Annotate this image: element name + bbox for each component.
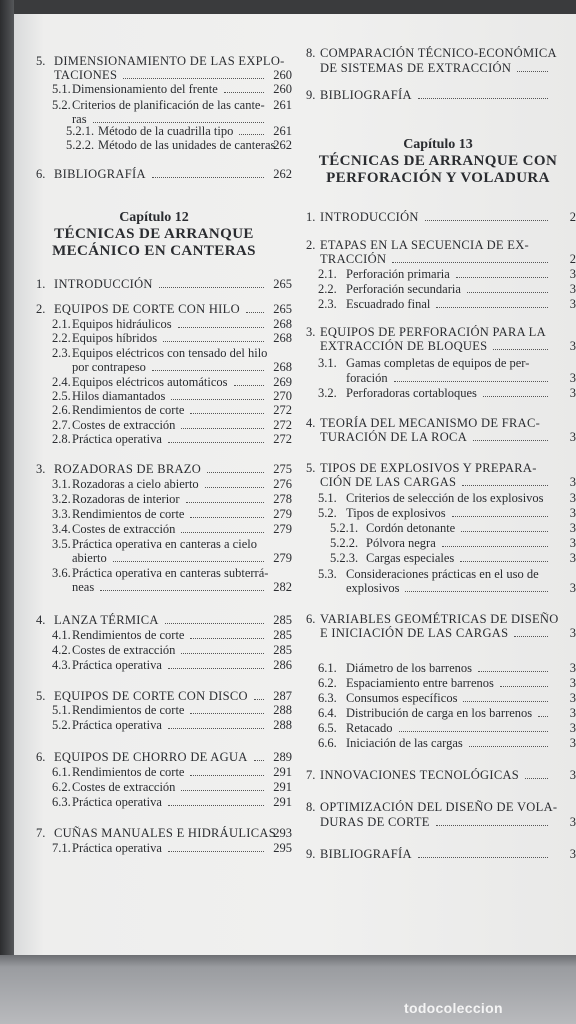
toc-entry-title: ras <box>72 112 87 126</box>
toc-entry-number: 6.4. <box>318 706 337 720</box>
toc-entry-title: foración <box>346 371 388 385</box>
toc-entry-page: 3 <box>569 661 576 675</box>
toc-entry-page: 3 <box>569 706 576 720</box>
toc-entry-title: Rendimientos de corte <box>72 765 185 779</box>
toc-entry-number: 4.3. <box>52 658 71 672</box>
toc-entry-title: Costes de extracción <box>72 780 176 794</box>
toc-leader-dots <box>456 267 548 278</box>
toc-entry-page: 291 <box>273 780 292 794</box>
toc-leader-dots <box>168 432 264 443</box>
toc-entry-page: 275 <box>273 462 292 476</box>
toc-leader-dots <box>462 475 548 486</box>
chapter-12-heading <box>14 210 294 260</box>
toc-leader-dots <box>493 339 548 350</box>
toc-entry-page: 3 <box>569 371 576 385</box>
toc-entry-page: 3 <box>569 626 576 640</box>
toc-entry-title: Práctica operativa <box>72 841 162 855</box>
toc-entry-title: Costes de extracción <box>72 522 176 536</box>
toc-entry-page: 265 <box>273 277 292 291</box>
toc-entry-number: 9. <box>306 847 316 861</box>
toc-entry-page: 288 <box>273 718 292 732</box>
toc-leader-dots <box>254 750 264 761</box>
toc-leader-dots <box>463 691 548 702</box>
toc-entry-title: E INICIACIÓN DE LAS CARGAS <box>320 626 509 640</box>
toc-leader-dots <box>246 302 264 313</box>
toc-entry-title: DE SISTEMAS DE EXTRACCIÓN <box>320 61 512 75</box>
toc-entry-page: 261 <box>273 124 292 138</box>
toc-entry-page: 286 <box>273 658 292 672</box>
toc-entry-title: Gamas completas de equipos de per- <box>346 356 530 370</box>
toc-entry-title: Consumos específicos <box>346 691 458 705</box>
toc-entry-page: 260 <box>273 68 292 82</box>
toc-entry-page: 291 <box>273 795 292 809</box>
toc-entry-page: 276 <box>273 477 292 491</box>
toc-entry-title: Rendimientos de corte <box>72 403 185 417</box>
toc-entry-number: 2.3. <box>318 297 337 311</box>
toc-leader-dots <box>525 768 548 779</box>
toc-entry-page: 285 <box>273 628 292 642</box>
chapter-13-title-line2: PERFORACIÓN Y VOLADURA <box>326 170 550 186</box>
toc-entry-title: Dimensionamiento del frente <box>72 82 218 96</box>
toc-entry-number: 2.4. <box>52 375 71 389</box>
toc-entry-title: Práctica operativa <box>72 718 162 732</box>
toc-entry-number: 2.1. <box>318 267 337 281</box>
toc-leader-dots <box>425 210 548 221</box>
toc-entry-page: 3 <box>569 297 576 311</box>
toc-entry-number: 5.2. <box>52 718 71 732</box>
toc-entry-page: 3 <box>569 475 576 489</box>
chapter-13-title-line1: TÉCNICAS DE ARRANQUE CON <box>318 153 558 169</box>
toc-entry-title: Criterios de planificación de las cante- <box>72 98 265 112</box>
toc-entry-page: 262 <box>273 138 292 152</box>
toc-entry-number: 2. <box>36 302 46 316</box>
toc-entry-page: 279 <box>273 522 292 536</box>
chapter-12-title-line1: TÉCNICAS DE ARRANQUE <box>54 226 254 242</box>
toc-entry-page: 291 <box>273 765 292 779</box>
toc-entry-number: 9. <box>306 88 316 102</box>
toc-entry-title: Escuadrado final <box>346 297 431 311</box>
toc-entry-title: Práctica operativa <box>72 795 162 809</box>
toc-entry-number: 2.6. <box>52 403 71 417</box>
toc-entry-page: 282 <box>273 580 292 594</box>
toc-leader-dots <box>478 661 548 672</box>
toc-entry-page: 3 <box>569 847 576 861</box>
toc-entry-title: INNOVACIONES TECNOLÓGICAS <box>320 768 520 782</box>
toc-entry-page: 2 <box>569 252 576 266</box>
toc-leader-dots <box>165 613 264 624</box>
toc-entry-title: INTRODUCCIÓN <box>320 210 419 224</box>
toc-entry-number: 5. <box>36 689 46 703</box>
toc-entry-number: 5.2. <box>52 98 71 112</box>
toc-entry-number: 2.2. <box>318 282 337 296</box>
toc-leader-dots <box>517 61 548 72</box>
toc-entry-number: 5.1. <box>52 703 71 717</box>
toc-entry-number: 3.2. <box>52 492 71 506</box>
toc-leader-dots <box>163 331 264 342</box>
toc-entry-page: 288 <box>273 703 292 717</box>
toc-entry-number: 4.1. <box>52 628 71 642</box>
toc-entry-page: 3 <box>569 267 576 281</box>
chapter-12-label: Capítulo 12 <box>119 210 189 225</box>
toc-entry-number: 2.3. <box>52 346 71 360</box>
toc-leader-dots <box>405 581 548 592</box>
toc-entry-page: 3 <box>569 676 576 690</box>
toc-entry-page: 268 <box>273 360 292 374</box>
toc-leader-dots <box>190 507 264 518</box>
toc-entry-page: 3 <box>569 506 576 520</box>
toc-leader-dots <box>181 780 264 791</box>
toc-leader-dots <box>168 658 264 669</box>
toc-entry-title: EXTRACCIÓN DE BLOQUES <box>320 339 488 353</box>
chapter-12-title-line2: MECÁNICO EN CANTERAS <box>52 243 256 259</box>
toc-entry-page: 279 <box>273 507 292 521</box>
toc-entry-number: 3. <box>306 325 316 339</box>
toc-entry-number: 2.7. <box>52 418 71 432</box>
toc-entry-title: BIBLIOGRAFÍA <box>320 847 412 861</box>
toc-leader-dots <box>168 795 264 806</box>
toc-leader-dots <box>152 360 264 371</box>
toc-entry-title: Práctica operativa <box>72 432 162 446</box>
toc-entry-title: Distribución de carga en los barrenos <box>346 706 533 720</box>
toc-entry-title: Rozadoras a cielo abierto <box>72 477 199 491</box>
toc-entry-number: 2.8. <box>52 432 71 446</box>
toc-entry-title: LANZA TÉRMICA <box>54 613 159 627</box>
toc-leader-dots <box>205 477 264 488</box>
toc-entry-number: 7. <box>306 768 316 782</box>
toc-entry-number: 4. <box>36 613 46 627</box>
watermark: todocoleccion <box>404 1000 503 1016</box>
toc-entry-number: 4.2. <box>52 643 71 657</box>
toc-leader-dots <box>234 375 264 386</box>
toc-entry-page: 3 <box>569 768 576 782</box>
toc-entry-page: 261 <box>273 98 292 112</box>
toc-entry-page: 3 <box>569 536 576 550</box>
toc-entry-page: 295 <box>273 841 292 855</box>
toc-entry-number: 5.3. <box>318 567 337 581</box>
toc-entry-title: Práctica operativa en canteras subterrá- <box>72 566 269 580</box>
toc-leader-dots <box>418 88 548 99</box>
toc-entry-page: 272 <box>273 432 292 446</box>
toc-entry-title: Método de las unidades de canteras <box>98 138 276 152</box>
toc-entry-number: 4. <box>306 416 316 430</box>
book-spine-shadow <box>0 0 14 960</box>
toc-leader-dots <box>436 815 548 826</box>
toc-entry-number: 6.1. <box>52 765 71 779</box>
toc-entry-number: 5.2.2. <box>330 536 359 550</box>
toc-leader-dots <box>123 68 264 79</box>
toc-leader-dots <box>254 689 264 700</box>
toc-entry-title: OPTIMIZACIÓN DEL DISEÑO DE VOLA- <box>320 800 558 814</box>
toc-entry-title: Rendimientos de corte <box>72 703 185 717</box>
toc-entry-number: 2.5. <box>52 389 71 403</box>
toc-entry-title: Pólvora negra <box>366 536 436 550</box>
toc-entry-title: Hilos diamantados <box>72 389 166 403</box>
toc-entry-title: Rendimientos de corte <box>72 507 185 521</box>
toc-entry-title: Método de la cuadrilla tipo <box>98 124 234 138</box>
toc-entry-page: 293 <box>273 826 292 840</box>
toc-entry-title: CUÑAS MANUALES E HIDRÁULICAS <box>54 826 276 840</box>
toc-leader-dots <box>159 277 264 288</box>
toc-leader-dots <box>239 124 264 135</box>
toc-entry-number: 3. <box>36 462 46 476</box>
toc-entry-page: 3 <box>569 339 576 353</box>
toc-entry-page: 268 <box>273 317 292 331</box>
toc-leader-dots <box>178 317 264 328</box>
toc-entry-title: Perforadoras cortabloques <box>346 386 477 400</box>
toc-entry-title: ROZADORAS DE BRAZO <box>54 462 202 476</box>
toc-entry-title: Perforación secundaria <box>346 282 461 296</box>
toc-leader-dots <box>514 626 548 637</box>
toc-leader-dots <box>483 386 548 397</box>
toc-leader-dots <box>171 389 264 400</box>
toc-entry-page: 272 <box>273 418 292 432</box>
toc-entry-page: 3 <box>569 736 576 750</box>
toc-leader-dots <box>152 167 264 178</box>
toc-entry-number: 6.3. <box>318 691 337 705</box>
toc-entry-title: TEORÍA DEL MECANISMO DE FRAC- <box>320 416 541 430</box>
toc-entry-page: 2 <box>569 210 576 224</box>
toc-entry-number: 2.2. <box>52 331 71 345</box>
chapter-13-label: Capítulo 13 <box>403 137 473 152</box>
toc-entry-title: TACIONES <box>54 68 118 82</box>
toc-entry-title: Equipos eléctricos con tensado del hilo <box>72 346 268 360</box>
toc-leader-dots <box>186 492 264 503</box>
toc-entry-number: 6. <box>36 167 46 181</box>
toc-entry-number: 5. <box>306 461 316 475</box>
toc-leader-dots <box>190 703 264 714</box>
toc-leader-dots <box>181 522 264 533</box>
toc-entry-title: Rendimientos de corte <box>72 628 185 642</box>
toc-leader-dots <box>399 721 548 732</box>
toc-entry-page: 3 <box>569 521 576 535</box>
toc-entry-title: neas <box>72 580 95 594</box>
toc-entry-title: BIBLIOGRAFÍA <box>320 88 412 102</box>
toc-entry-page: 3 <box>569 491 576 505</box>
toc-leader-dots <box>190 765 264 776</box>
toc-leader-dots <box>100 580 264 591</box>
toc-entry-page: 270 <box>273 389 292 403</box>
toc-entry-number: 3.1. <box>318 356 337 370</box>
toc-entry-number: 6.3. <box>52 795 71 809</box>
toc-entry-number: 5.2. <box>318 506 337 520</box>
toc-entry-page: 289 <box>273 750 292 764</box>
toc-entry-title: Equipos eléctricos automáticos <box>72 375 228 389</box>
toc-entry-number: 6.2. <box>52 780 71 794</box>
toc-entry-title: Consideraciones prácticas en el uso de <box>346 567 539 581</box>
toc-leader-dots <box>469 736 548 747</box>
toc-entry-page: 285 <box>273 643 292 657</box>
toc-entry-page: 285 <box>273 613 292 627</box>
toc-entry-title: Criterios de selección de los explosivos <box>346 491 544 505</box>
toc-entry-title: Retacado <box>346 721 393 735</box>
toc-entry-page: 278 <box>273 492 292 506</box>
toc-entry-title: abierto <box>72 551 107 565</box>
toc-leader-dots <box>461 521 548 532</box>
toc-entry-title: TIPOS DE EXPLOSIVOS Y PREPARA- <box>320 461 537 475</box>
toc-entry-title: Costes de extracción <box>72 418 176 432</box>
toc-entry-title: DIMENSIONAMIENTO DE LAS EXPLO- <box>54 54 285 68</box>
toc-entry-title: Cargas especiales <box>366 551 455 565</box>
toc-leader-dots <box>224 82 264 93</box>
toc-entry-number: 6. <box>306 612 316 626</box>
toc-leader-dots <box>113 551 264 562</box>
toc-entry-number: 5.2.1. <box>66 124 95 138</box>
toc-entry-title: EQUIPOS DE CORTE CON HILO <box>54 302 240 316</box>
toc-leader-dots <box>538 706 548 717</box>
toc-entry-title: CIÓN DE LAS CARGAS <box>320 475 457 489</box>
toc-entry-title: EQUIPOS DE CHORRO DE AGUA <box>54 750 248 764</box>
toc-entry-page: 3 <box>569 721 576 735</box>
toc-entry-title: Cordón detonante <box>366 521 456 535</box>
toc-entry-page: 3 <box>569 581 576 595</box>
toc-entry-number: 1. <box>306 210 316 224</box>
toc-leader-dots <box>168 718 264 729</box>
toc-entry-number: 5.2.1. <box>330 521 359 535</box>
chapter-13-heading <box>300 137 576 187</box>
toc-entry-title: Diámetro de los barrenos <box>346 661 473 675</box>
toc-entry-page: 3 <box>569 282 576 296</box>
toc-entry-number: 5.2.2. <box>66 138 95 152</box>
toc-entry-number: 5.2.3. <box>330 551 359 565</box>
toc-entry-title: BIBLIOGRAFÍA <box>54 167 146 181</box>
toc-leader-dots <box>442 536 548 547</box>
toc-entry-title: VARIABLES GEOMÉTRICAS DE DISEÑO <box>320 612 559 626</box>
toc-leader-dots <box>467 282 548 293</box>
toc-entry-title: Práctica operativa <box>72 658 162 672</box>
toc-entry-number: 5. <box>36 54 46 68</box>
toc-entry-page: 272 <box>273 403 292 417</box>
toc-entry-number: 5.1. <box>318 491 337 505</box>
toc-entry-number: 7. <box>36 826 46 840</box>
toc-entry-number: 3.2. <box>318 386 337 400</box>
toc-leader-dots <box>436 297 548 308</box>
toc-leader-dots <box>460 551 548 562</box>
toc-entry-title: Práctica operativa en canteras a cielo <box>72 537 257 551</box>
toc-entry-number: 2. <box>306 238 316 252</box>
toc-entry-number: 5.1. <box>52 82 71 96</box>
toc-entry-title: TURACIÓN DE LA ROCA <box>320 430 468 444</box>
toc-entry-number: 7.1. <box>52 841 71 855</box>
toc-leader-dots <box>190 628 264 639</box>
toc-entry-page: 269 <box>273 375 292 389</box>
toc-entry-title: por contrapeso <box>72 360 146 374</box>
toc-entry-page: 260 <box>273 82 292 96</box>
toc-entry-title: Tipos de explosivos <box>346 506 446 520</box>
toc-entry-page: 268 <box>273 331 292 345</box>
toc-leader-dots <box>473 430 548 441</box>
toc-leader-dots <box>500 676 548 687</box>
toc-entry-title: EQUIPOS DE PERFORACIÓN PARA LA <box>320 325 546 339</box>
toc-entry-number: 6. <box>36 750 46 764</box>
toc-leader-dots <box>190 403 264 414</box>
toc-entry-number: 3.1. <box>52 477 71 491</box>
toc-entry-number: 3.3. <box>52 507 71 521</box>
toc-leader-dots <box>392 252 548 263</box>
toc-entry-title: Perforación primaria <box>346 267 450 281</box>
toc-entry-page: 3 <box>569 386 576 400</box>
toc-entry-page: 262 <box>273 167 292 181</box>
toc-entry-page: 287 <box>273 689 292 703</box>
toc-entry-title: Iniciación de las cargas <box>346 736 463 750</box>
toc-entry-page: 3 <box>569 430 576 444</box>
toc-entry-title: ETAPAS EN LA SECUENCIA DE EX- <box>320 238 529 252</box>
toc-entry-number: 1. <box>36 277 46 291</box>
toc-leader-dots <box>207 462 264 473</box>
toc-entry-number: 8. <box>306 46 316 60</box>
toc-leader-dots <box>93 112 264 123</box>
toc-leader-dots <box>181 643 264 654</box>
toc-leader-dots <box>168 841 264 852</box>
toc-leader-dots <box>418 847 548 858</box>
toc-entry-number: 6.1. <box>318 661 337 675</box>
toc-entry-page: 3 <box>569 551 576 565</box>
toc-entry-title: DURAS DE CORTE <box>320 815 430 829</box>
toc-leader-dots <box>181 418 264 429</box>
toc-entry-title: INTRODUCCIÓN <box>54 277 153 291</box>
toc-entry-title: Equipos híbridos <box>72 331 158 345</box>
toc-entry-number: 6.2. <box>318 676 337 690</box>
toc-entry-page: 3 <box>569 815 576 829</box>
toc-entry-number: 3.6. <box>52 566 71 580</box>
toc-entry-title: COMPARACIÓN TÉCNICO-ECONÓMICA <box>320 46 557 60</box>
toc-entry-number: 6.6. <box>318 736 337 750</box>
toc-entry-title: EQUIPOS DE CORTE CON DISCO <box>54 689 248 703</box>
toc-entry-number: 3.5. <box>52 537 71 551</box>
toc-entry-title: Equipos hidráulicos <box>72 317 172 331</box>
toc-entry-title: TRACCIÓN <box>320 252 387 266</box>
toc-entry-title: explosivos <box>346 581 400 595</box>
toc-leader-dots <box>452 506 548 517</box>
toc-entry-title: Costes de extracción <box>72 643 176 657</box>
toc-entry-number: 6.5. <box>318 721 337 735</box>
toc-entry-page: 265 <box>273 302 292 316</box>
toc-entry-title: Espaciamiento entre barrenos <box>346 676 494 690</box>
toc-entry-number: 8. <box>306 800 316 814</box>
toc-entry-page: 3 <box>569 691 576 705</box>
toc-entry-title: Rozadoras de interior <box>72 492 180 506</box>
toc-leader-dots <box>394 371 548 382</box>
toc-entry-number: 3.4. <box>52 522 71 536</box>
toc-entry-number: 2.1. <box>52 317 71 331</box>
toc-entry-page: 279 <box>273 551 292 565</box>
